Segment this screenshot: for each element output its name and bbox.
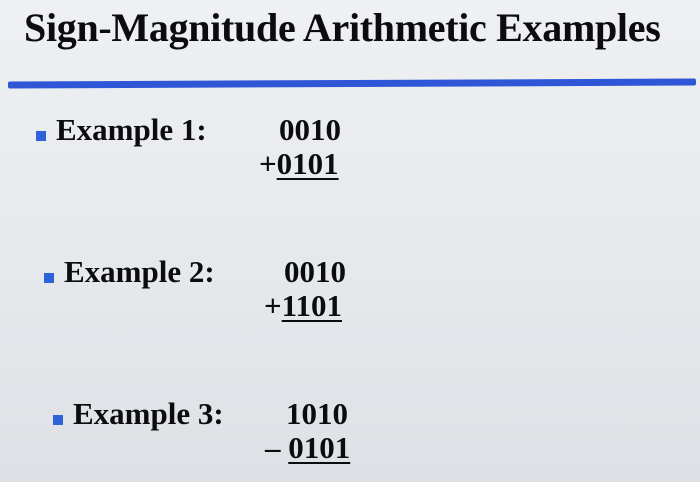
operator: + (264, 288, 282, 323)
example-1 (36, 112, 456, 198)
title-divider (8, 78, 696, 88)
operand-bottom (264, 288, 342, 324)
operand-bottom-value: 0101 (276, 146, 339, 181)
operator: + (259, 146, 277, 181)
bullet-square-icon (36, 131, 46, 141)
operand-bottom-value: 0101 (288, 430, 351, 465)
example-label: Example 1: (56, 112, 207, 147)
operand-bottom (265, 430, 350, 466)
example-label: Example 3: (73, 396, 224, 431)
operand-bottom (259, 146, 339, 182)
operand-top: 0010 (279, 112, 341, 147)
operand-top: 1010 (286, 396, 348, 431)
operand-top: 0010 (284, 254, 346, 289)
operand-bottom-value: 1101 (281, 288, 342, 323)
operator: – (265, 430, 289, 465)
bullet-square-icon (53, 415, 63, 425)
example-3 (53, 396, 473, 482)
example-2 (44, 254, 464, 340)
example-label: Example 2: (64, 254, 215, 289)
bullet-square-icon (44, 273, 54, 283)
slide-title: Sign-Magnitude Arithmetic Examples (24, 5, 661, 50)
